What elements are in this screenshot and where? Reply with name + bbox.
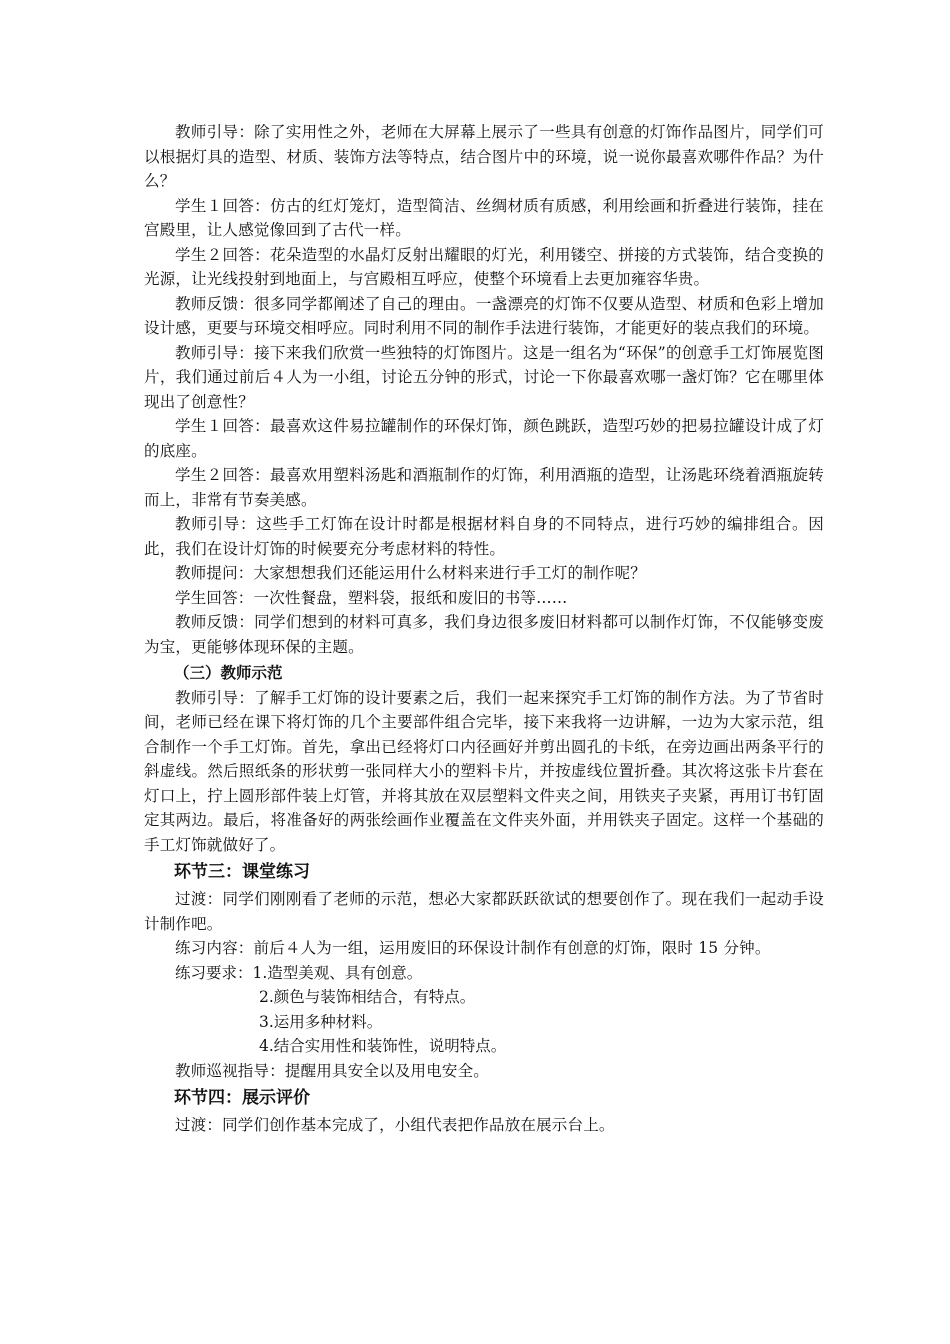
paragraph: 学生２回答：花朵造型的水晶灯反射出耀眼的灯光，利用镂空、拼接的方式装饰，结合变换的光源，让光线投射到地面上，与宫殿相互呼应，使整个环境看上去更加雍容华贵。: [144, 245, 824, 288]
paragraph-practice-content: 练习内容：前后４人为一组，运用废旧的环保设计制作有创意的灯饰，限时 15 分钟。: [175, 939, 771, 957]
document-body: [144, 120, 824, 1138]
paragraph: 学生１回答：最喜欢这件易拉罐制作的环保灯饰，颜色跳跃，造型巧妙的把易拉罐设计成了灯的底座。: [144, 417, 824, 460]
paragraph-transition: 过渡：同学们刚刚看了老师的示范，想必大家都跃跃欲试的想要创作了。现在我们一起动手设计制作吧。: [144, 890, 824, 933]
paragraph: 教师反馈：很多同学都阐述了自己的理由。一盏漂亮的灯饰不仅要从造型、材质和色彩上增加设计感，更要与环境交相呼应。同时利用不同的制作手法进行装饰，才能更好的装点我们的环境。: [144, 294, 824, 337]
requirement-item: 4.结合实用性和装饰性，说明特点。: [259, 1037, 507, 1055]
paragraph: 学生１回答：仿古的红灯笼灯，造型简洁、丝绸材质有质感，利用绘画和折叠进行装饰，挂在宫殿里，让人感觉像回到了古代一样。: [144, 196, 824, 239]
paragraph: 教师引导：接下来我们欣赏一些独特的灯饰图片。这是一组名为“环保”的创意手工灯饰展览图片，我们通过前后４人为一小组，讨论五分钟的形式，讨论一下你最喜欢哪一盏灯饰？它在哪里体现出了创意性？: [144, 343, 824, 411]
requirements-first-line: [144, 961, 824, 986]
paragraph: 教师提问：大家想想我们还能运用什么材料来进行手工灯的制作呢？: [175, 564, 647, 582]
requirement-item: 2.颜色与装饰相结合，有特点。: [259, 988, 476, 1006]
paragraph: 学生２回答：最喜欢用塑料汤匙和酒瓶制作的灯饰，利用酒瓶的造型，让汤匙环绕着酒瓶旋转而上，非常有节奏美感。: [144, 466, 824, 509]
paragraph: 学生回答：一次性餐盘，塑料袋，报纸和废旧的书等……: [175, 588, 568, 607]
paragraph: 教师引导：这些手工灯饰在设计时都是根据材料自身的不同特点，进行巧妙的编排组合。因此，我们在设计灯饰的时候要充分考虑材料的特性。: [144, 515, 824, 558]
paragraph-transition: 过渡：同学们创作基本完成了，小组代表把作品放在展示台上。: [175, 1116, 615, 1134]
requirement-item: 1.造型美观、具有创意。: [252, 963, 423, 982]
paragraph-guidance: 教师巡视指导：提醒用具安全以及用电安全。: [175, 1061, 490, 1080]
requirements-label: 练习要求：: [175, 963, 253, 982]
section-heading-practice: 环节三：课堂练习: [174, 862, 310, 882]
subheading-teacher-demo: （三）教师示范: [174, 664, 283, 682]
section-heading-evaluation: 环节四：展示评价: [174, 1088, 310, 1108]
paragraph: 教师引导：除了实用性之外，老师在大屏幕上展示了一些具有创意的灯饰作品图片，同学们可以根据灯具的造型、材质、装饰方法等特点，结合图片中的环境，说一说你最喜欢哪件作品？为什么？: [144, 123, 824, 190]
paragraph-demo: 教师引导：了解手工灯饰的设计要素之后，我们一起来探究手工灯饰的制作方法。为了节省时间，老师已经在课下将灯饰的几个主要部件组合完毕，接下来我将一边讲解，一边为大家示范，组合制作一个手工灯饰。首先，拿出已经将灯口内径画好并剪出圆孔的卡纸，在旁边画出两条平行的斜虚线。然后照纸条的形状剪一张同样大小的塑料卡片，并按虚线位置折叠。其次将这张卡片套在灯口上，拧上圆形部件装上灯管，并将其放在双层塑料文件夹之间，用铁夹子夹紧，再用订书钉固定其两边。最后，将准备好的两张绘画作业覆盖在文件夹外面，并用铁夹子固定。这样一个基础的手工灯饰就做好了。: [144, 688, 824, 854]
paragraph: 教师反馈：同学们想到的材料可真多，我们身边很多废旧材料都可以制作灯饰，不仅能够变废为宝，更能够体现环保的主题。: [144, 613, 824, 656]
requirement-item: 3.运用多种材料。: [259, 1012, 383, 1031]
